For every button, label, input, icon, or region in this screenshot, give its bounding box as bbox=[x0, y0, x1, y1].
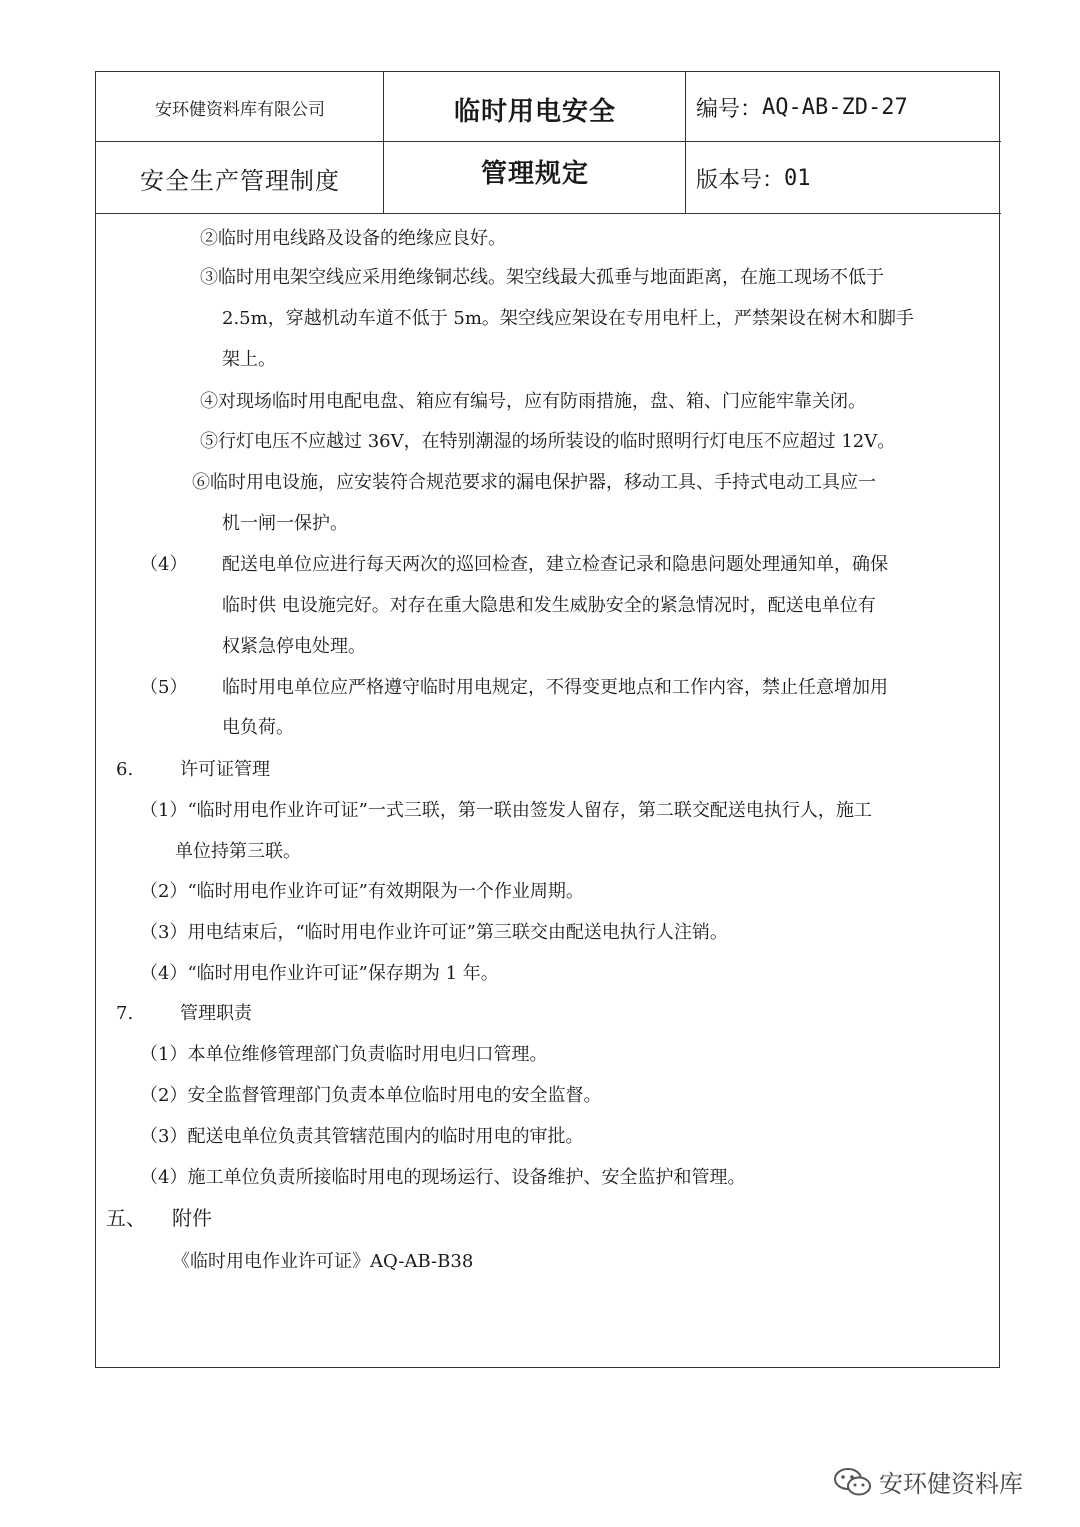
section-6-item-1-line-2: 单位持第三联。 bbox=[175, 841, 301, 862]
system-name: 安全生产管理制度 bbox=[140, 166, 340, 195]
section-7-item-1: （1）本单位维修管理部门负责临时用电归口管理。 bbox=[140, 1044, 548, 1065]
code-label: 编号： bbox=[696, 96, 763, 122]
section-7-item-2: （2）安全监督管理部门负责本单位临时用电的安全监督。 bbox=[140, 1085, 602, 1106]
section-7-title: 管理职责 bbox=[180, 1003, 252, 1024]
section-6-title: 许可证管理 bbox=[180, 759, 270, 780]
para-4-line-2: 临时供 电设施完好。对存在重大隐患和发生威胁安全的紧急情况时，配送电单位有 bbox=[222, 595, 876, 616]
company-name: 安环健资料库有限公司 bbox=[155, 99, 325, 120]
title-line-1: 临时用电安全 bbox=[453, 97, 616, 127]
section-6-item-1-line-1: （1）“临时用电作业许可证”一式三联，第一联由签发人留存，第二联交配送电执行人，施工 bbox=[140, 800, 872, 821]
item-2: ②临时用电线路及设备的绝缘应良好。 bbox=[200, 228, 506, 249]
para-5-line-2: 电负荷。 bbox=[222, 717, 294, 738]
document-code bbox=[686, 72, 1001, 142]
code-value: AQ-AB-ZD-27 bbox=[762, 94, 908, 120]
para-4-line-1: 配送电单位应进行每天两次的巡回检查，建立检查记录和隐患问题处理通知单，确保 bbox=[222, 554, 888, 575]
document-version bbox=[686, 142, 1001, 214]
section-5-number: 五、 bbox=[106, 1206, 146, 1230]
document-title bbox=[384, 72, 686, 214]
watermark-text: 安环健资料库 bbox=[879, 1470, 1023, 1498]
item-3-line-2: 2.5m，穿越机动车道不低于 5m。架空线应架设在专用电杆上，严禁架设在树木和脚手 bbox=[222, 308, 914, 329]
title-line-2: 管理规定 bbox=[480, 159, 589, 189]
section-6-item-4: （4）“临时用电作业许可证”保存期为 1 年。 bbox=[140, 963, 499, 984]
item-3-line-1: ③临时用电架空线应采用绝缘铜芯线。架空线最大孤垂与地面距离，在施工现场不低于 bbox=[200, 267, 884, 288]
section-6-item-2: （2）“临时用电作业许可证”有效期限为一个作业周期。 bbox=[140, 881, 584, 902]
item-3-line-3: 架上。 bbox=[222, 349, 276, 370]
section-7-item-4: （4）施工单位负责所接临时用电的现场运行、设备维护、安全监护和管理。 bbox=[140, 1167, 746, 1188]
para-5-number: （5） bbox=[140, 677, 188, 698]
para-5-line-1: 临时用电单位应严格遵守临时用电规定，不得变更地点和工作内容，禁止任意增加用 bbox=[222, 677, 888, 698]
section-5-title: 附件 bbox=[172, 1206, 212, 1230]
item-5: ⑤行灯电压不应越过 36V，在特别潮湿的场所装设的临时照明行灯电压不应超过 12V。 bbox=[200, 431, 896, 452]
version-label: 版本号： bbox=[696, 167, 785, 193]
para-4-number: （4） bbox=[140, 554, 188, 575]
section-7-number: 7. bbox=[116, 1003, 134, 1024]
watermark bbox=[833, 1464, 1023, 1499]
para-4-line-3: 权紧急停电处理。 bbox=[222, 636, 366, 657]
section-6-number: 6. bbox=[116, 759, 134, 780]
item-6-line-2: 机一闸一保护。 bbox=[222, 513, 348, 534]
version-value: 01 bbox=[784, 165, 811, 191]
item-6-line-1: ⑥临时用电设施，应安装符合规范要求的漏电保护器，移动工具、手持式电动工具应一 bbox=[192, 472, 876, 493]
item-4: ④对现场临时用电配电盘、箱应有编号，应有防雨措施，盘、箱、门应能牢靠关闭。 bbox=[200, 391, 866, 412]
section-7-item-3: （3）配送电单位负责其管辖范围内的临时用电的审批。 bbox=[140, 1126, 584, 1147]
section-6-item-3: （3）用电结束后，“临时用电作业许可证”第三联交由配送电执行人注销。 bbox=[140, 922, 728, 943]
attachment-reference: 《临时用电作业许可证》AQ-AB-B38 bbox=[172, 1251, 474, 1272]
wechat-icon bbox=[833, 1467, 873, 1497]
